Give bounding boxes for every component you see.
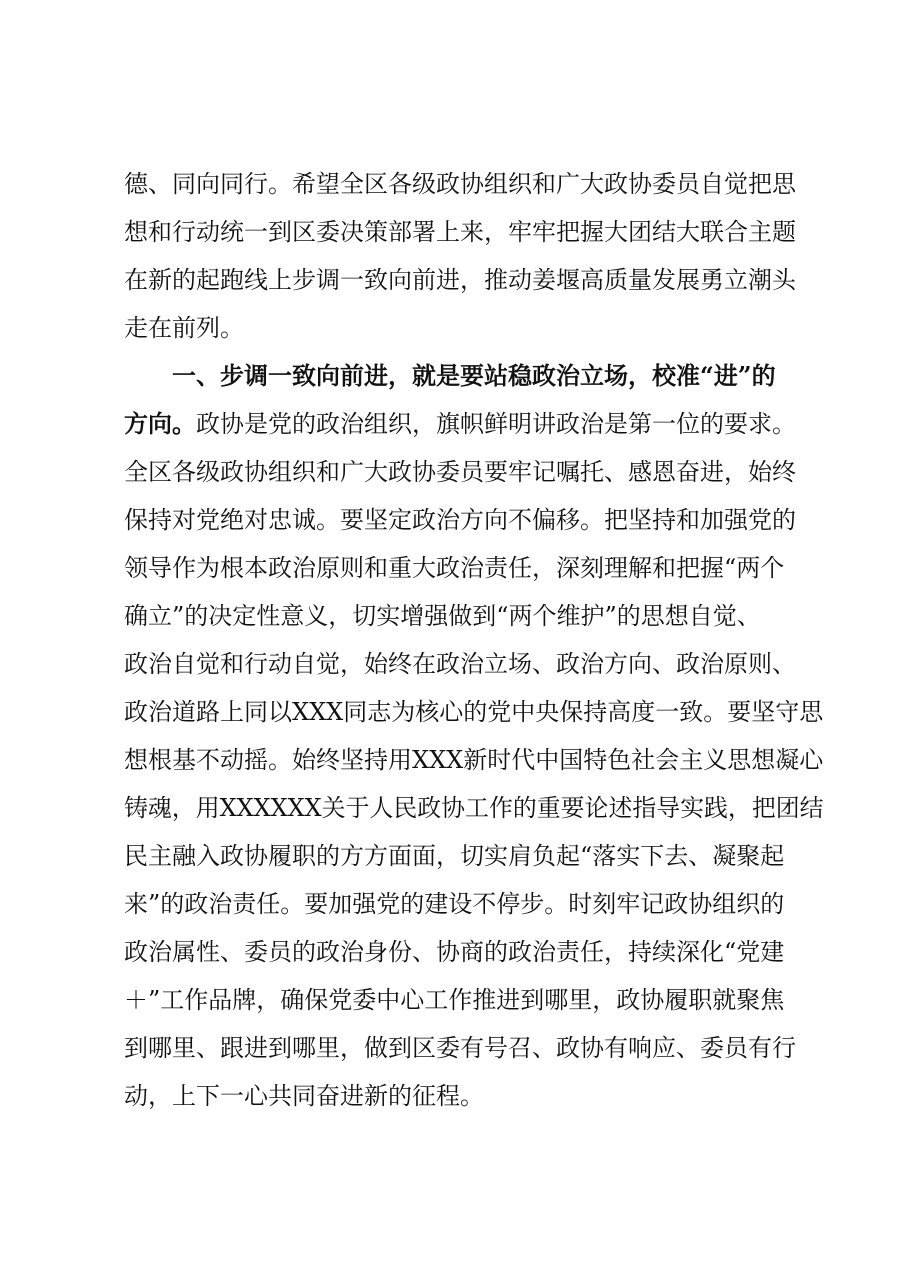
paragraph-line: 领导作为根本政治原则和重大政治责任，深刻理解和把握“两个 [124, 554, 785, 582]
paragraph-line: 确立”的决定性意义，切实增强做到“两个维护”的思想自觉、 [124, 602, 761, 630]
paragraph-line: 想和行动统一到区委决策部署上来，牢牢把握大团结大联合主题 [124, 218, 796, 246]
paragraph-line: 政治自觉和行动自觉，始终在政治立场、政治方向、政治原则、 [124, 650, 796, 678]
section-heading-line: 一、步调一致向前进，就是要站稳政治立场，校准“进”的 [172, 361, 776, 390]
paragraph-line: 走在前列。 [124, 314, 244, 342]
paragraph-line: 德、同向同行。希望全区各级政协组织和广大政协委员自觉把思 [124, 170, 796, 198]
paragraph-line: 动，上下一心共同奋进新的征程。 [124, 1082, 484, 1110]
paragraph-line: ＋”工作品牌，确保党委中心工作推进到哪里，政协履职就聚焦 [124, 986, 785, 1014]
paragraph-line: 政治道路上同以XXX同志为核心的党中央保持高度一致。要坚守思 [124, 698, 824, 726]
paragraph-line [124, 408, 796, 440]
paragraph-line: 到哪里、跟进到哪里，做到区委有号召、政协有响应、委员有行 [124, 1034, 796, 1062]
paragraph-line: 全区各级政协组织和广大政协委员要牢记嘱托、感恩奋进，始终 [124, 458, 796, 486]
paragraph-line: 在新的起跑线上步调一致向前进，推动姜堰高质量发展勇立潮头 [124, 266, 796, 294]
paragraph-line: 民主融入政协履职的方方面面，切实肩负起“落实下去、凝聚起 [124, 842, 785, 870]
section-heading-tail: 方向。 [124, 409, 196, 438]
paragraph-line: 来”的政治责任。要加强党的建设不停步。时刻牢记政协组织的 [124, 890, 785, 918]
paragraph-line: 保持对党绝对忠诚。要坚定政治方向不偏移。把坚持和加强党的 [124, 506, 796, 534]
paragraph-line: 想根基不动摇。始终坚持用XXX新时代中国特色社会主义思想凝心 [124, 746, 824, 774]
paragraph-line: 铸魂，用XXXXXX关于人民政协工作的重要论述指导实践，把团结 [124, 794, 824, 822]
paragraph-line: 政治属性、委员的政治身份、协商的政治责任，持续深化“党建 [124, 938, 785, 966]
paragraph-text: 政协是党的政治组织，旗帜鲜明讲政治是第一位的要求。 [196, 410, 796, 438]
